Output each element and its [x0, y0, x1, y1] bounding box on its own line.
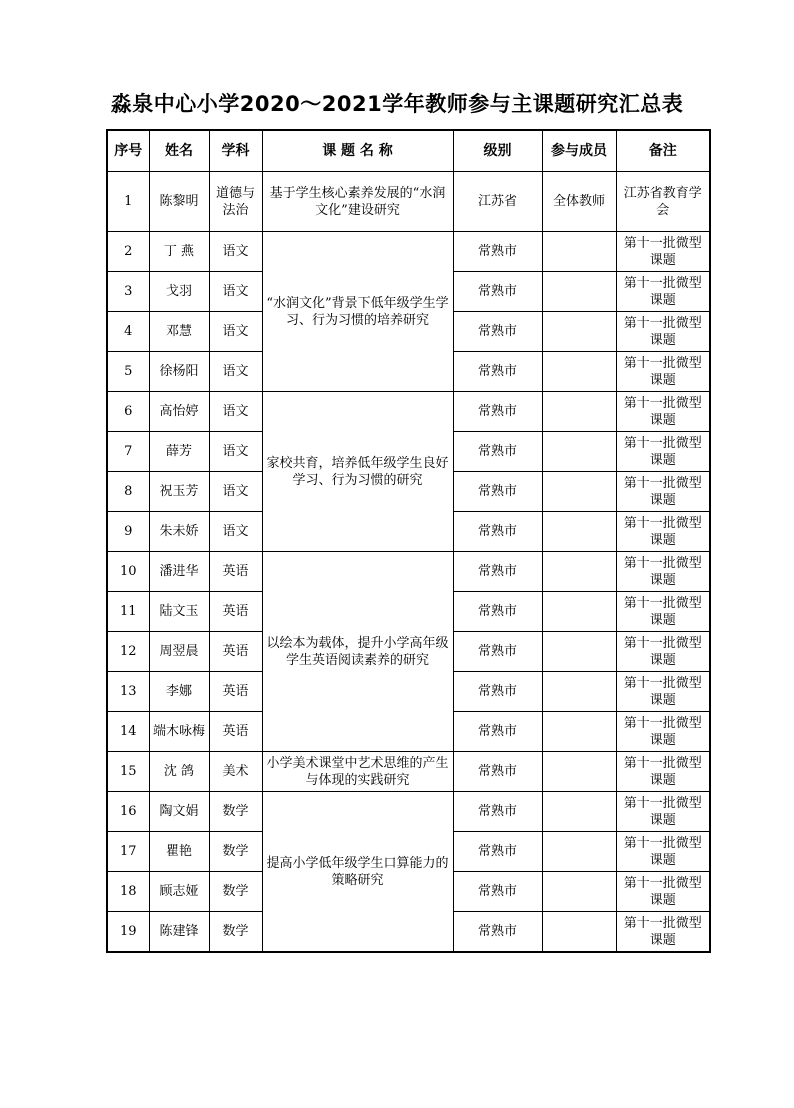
- row-note: 第十一批微型课题: [616, 352, 710, 392]
- row-name: 朱未娇: [149, 512, 209, 552]
- row-subject: 英语: [209, 552, 262, 592]
- row-note: 第十一批微型课题: [616, 312, 710, 352]
- row-members: [542, 632, 616, 672]
- row-name: 高怡婷: [149, 392, 209, 432]
- row-members: [542, 272, 616, 312]
- row-level: 常熟市: [453, 872, 542, 912]
- row-name: 祝玉芳: [149, 472, 209, 512]
- row-members: 全体教师: [542, 172, 616, 232]
- row-level: 江苏省: [453, 172, 542, 232]
- row-members: [542, 792, 616, 832]
- row-topic: 以绘本为载体，提升小学高年级学生英语阅读素养的研究: [262, 552, 453, 752]
- row-members: [542, 352, 616, 392]
- row-subject: 数学: [209, 912, 262, 953]
- row-subject: 英语: [209, 672, 262, 712]
- row-name: 顾志娅: [149, 872, 209, 912]
- row-topic: 提高小学低年级学生口算能力的策略研究: [262, 792, 453, 953]
- row-note: 第十一批微型课题: [616, 792, 710, 832]
- row-topic: “水润文化”背景下低年级学生学习、行为习惯的培养研究: [262, 232, 453, 392]
- row-subject: 语文: [209, 352, 262, 392]
- row-name: 李娜: [149, 672, 209, 712]
- row-note: 第十一批微型课题: [616, 592, 710, 632]
- row-subject: 数学: [209, 872, 262, 912]
- row-level: 常熟市: [453, 632, 542, 672]
- row-members: [542, 432, 616, 472]
- row-index: 10: [107, 552, 149, 592]
- table-row: [107, 792, 710, 832]
- row-members: [542, 472, 616, 512]
- row-subject: 语文: [209, 232, 262, 272]
- row-subject: 数学: [209, 832, 262, 872]
- row-level: 常熟市: [453, 592, 542, 632]
- row-note: 第十一批微型课题: [616, 232, 710, 272]
- row-level: 常熟市: [453, 232, 542, 272]
- row-subject: 数学: [209, 792, 262, 832]
- row-members: [542, 512, 616, 552]
- row-topic: 家校共育，培养低年级学生良好学习、行为习惯的研究: [262, 392, 453, 552]
- row-members: [542, 312, 616, 352]
- row-index: 1: [107, 172, 149, 232]
- row-note: 第十一批微型课题: [616, 472, 710, 512]
- row-members: [542, 232, 616, 272]
- row-subject: 语文: [209, 512, 262, 552]
- row-note: 第十一批微型课题: [616, 912, 710, 953]
- header-members: 参与成员: [542, 130, 616, 172]
- row-level: 常熟市: [453, 472, 542, 512]
- row-index: 19: [107, 912, 149, 953]
- row-members: [542, 872, 616, 912]
- table-row: [107, 172, 710, 232]
- row-note: 第十一批微型课题: [616, 752, 710, 792]
- row-index: 8: [107, 472, 149, 512]
- row-name: 潘进华: [149, 552, 209, 592]
- row-subject: 语文: [209, 312, 262, 352]
- row-members: [542, 552, 616, 592]
- row-note: 第十一批微型课题: [616, 832, 710, 872]
- row-index: 11: [107, 592, 149, 632]
- row-index: 17: [107, 832, 149, 872]
- row-members: [542, 592, 616, 632]
- row-index: 2: [107, 232, 149, 272]
- row-name: 陆文玉: [149, 592, 209, 632]
- row-level: 常熟市: [453, 752, 542, 792]
- row-index: 3: [107, 272, 149, 312]
- header-topic: 课 题 名 称: [262, 130, 453, 172]
- row-index: 15: [107, 752, 149, 792]
- row-note: 第十一批微型课题: [616, 432, 710, 472]
- row-index: 6: [107, 392, 149, 432]
- row-name: 瞿艳: [149, 832, 209, 872]
- row-members: [542, 752, 616, 792]
- row-note: 第十一批微型课题: [616, 872, 710, 912]
- row-index: 9: [107, 512, 149, 552]
- row-members: [542, 712, 616, 752]
- row-index: 16: [107, 792, 149, 832]
- row-index: 18: [107, 872, 149, 912]
- row-name: 徐杨阳: [149, 352, 209, 392]
- row-name: 薛芳: [149, 432, 209, 472]
- row-index: 5: [107, 352, 149, 392]
- header-subject: 学科: [209, 130, 262, 172]
- row-level: 常熟市: [453, 912, 542, 953]
- row-level: 常熟市: [453, 672, 542, 712]
- row-level: 常熟市: [453, 432, 542, 472]
- row-name: 沈 鸽: [149, 752, 209, 792]
- row-subject: 语文: [209, 472, 262, 512]
- table-row: [107, 552, 710, 592]
- row-note: 第十一批微型课题: [616, 712, 710, 752]
- row-index: 7: [107, 432, 149, 472]
- row-name: 丁 燕: [149, 232, 209, 272]
- row-index: 14: [107, 712, 149, 752]
- row-note: 第十一批微型课题: [616, 272, 710, 312]
- row-index: 4: [107, 312, 149, 352]
- table-row: [107, 752, 710, 792]
- row-subject: 语文: [209, 272, 262, 312]
- row-level: 常熟市: [453, 512, 542, 552]
- row-name: 周翌晨: [149, 632, 209, 672]
- row-note: 第十一批微型课题: [616, 552, 710, 592]
- row-note: 第十一批微型课题: [616, 632, 710, 672]
- summary-table: [106, 129, 711, 953]
- row-subject: 英语: [209, 632, 262, 672]
- row-name: 陈建锋: [149, 912, 209, 953]
- row-level: 常熟市: [453, 552, 542, 592]
- row-level: 常熟市: [453, 832, 542, 872]
- row-note: 江苏省教育学会: [616, 172, 710, 232]
- row-members: [542, 672, 616, 712]
- row-name: 陈黎明: [149, 172, 209, 232]
- row-members: [542, 392, 616, 432]
- row-index: 12: [107, 632, 149, 672]
- row-level: 常熟市: [453, 272, 542, 312]
- page-title: 淼泉中心小学2020～2021学年教师参与主课题研究汇总表: [110, 92, 684, 116]
- header-note: 备注: [616, 130, 710, 172]
- row-subject: 语文: [209, 432, 262, 472]
- row-subject: 美术: [209, 752, 262, 792]
- row-name: 端木咏梅: [149, 712, 209, 752]
- row-index: 13: [107, 672, 149, 712]
- header-index: 序号: [107, 130, 149, 172]
- row-note: 第十一批微型课题: [616, 512, 710, 552]
- row-level: 常熟市: [453, 312, 542, 352]
- row-level: 常熟市: [453, 392, 542, 432]
- row-name: 陶文娟: [149, 792, 209, 832]
- row-subject: 英语: [209, 592, 262, 632]
- row-subject: 英语: [209, 712, 262, 752]
- row-level: 常熟市: [453, 352, 542, 392]
- row-members: [542, 912, 616, 953]
- row-subject: 道德与法治: [209, 172, 262, 232]
- row-level: 常熟市: [453, 792, 542, 832]
- row-name: 戈羽: [149, 272, 209, 312]
- row-level: 常熟市: [453, 712, 542, 752]
- table-row: [107, 232, 710, 272]
- header-level: 级别: [453, 130, 542, 172]
- row-note: 第十一批微型课题: [616, 392, 710, 432]
- row-topic: 小学美术课堂中艺术思维的产生与体现的实践研究: [262, 752, 453, 792]
- header-row: [107, 130, 710, 172]
- row-note: 第十一批微型课题: [616, 672, 710, 712]
- row-members: [542, 832, 616, 872]
- row-name: 邓慧: [149, 312, 209, 352]
- table-row: [107, 392, 710, 432]
- header-name: 姓名: [149, 130, 209, 172]
- row-topic: 基于学生核心素养发展的“水润文化”建设研究: [262, 172, 453, 232]
- row-subject: 语文: [209, 392, 262, 432]
